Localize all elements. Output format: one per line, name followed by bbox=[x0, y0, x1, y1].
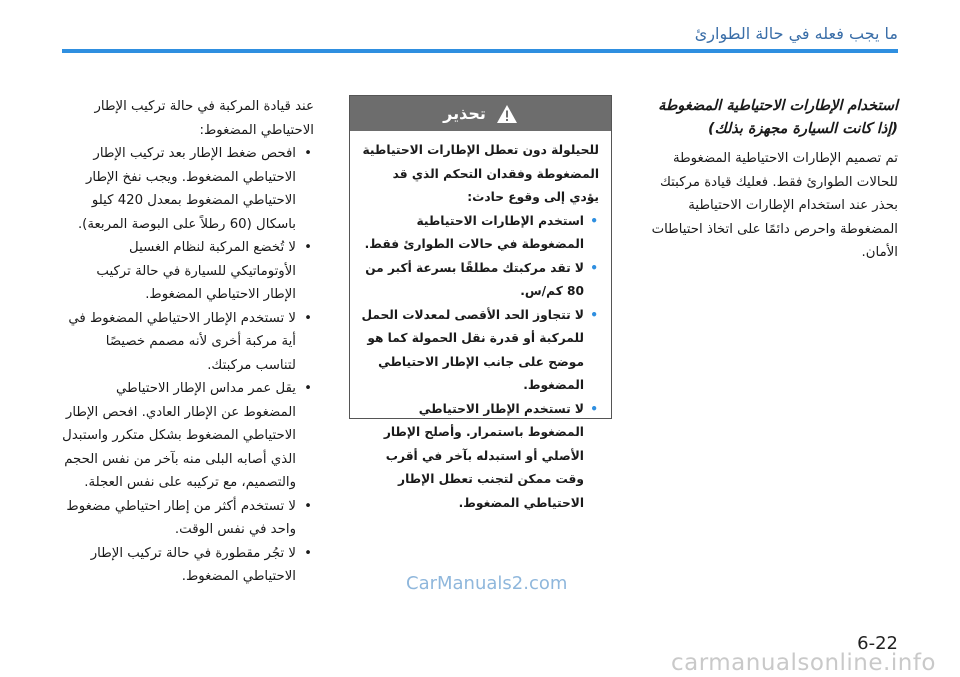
left-bullet: • افحص ضغط الإطار بعد تركيب الإطار الاحتياطي المضغوط. ويجب نفخ الإطار الاحتياطي المضغوط بمعدل 420 كيلو باسكال (60 رطلاً على البوصة المربعة). bbox=[62, 142, 314, 236]
left-bullet: • لا تُخضع المركبة لنظام الغسيل الأوتوماتيكي للسيارة في حالة تركيب الإطار الاحتياطي المضغوط. bbox=[62, 236, 314, 307]
warning-triangle-icon bbox=[496, 104, 518, 124]
warning-bullet: • لا تتجاوز الحد الأقصى لمعدلات الحمل للمركبة أو قدرة نقل الحمولة كما هو موضح على جانب الإطار الاحتياطي المضغوط. bbox=[360, 304, 599, 398]
warning-header bbox=[350, 96, 611, 131]
section-header-title: ما يجب فعله في حالة الطوارئ bbox=[694, 24, 898, 43]
page-number: 6-22 bbox=[857, 633, 898, 654]
watermark-text: CarManuals2.com bbox=[406, 573, 568, 594]
warning-body bbox=[350, 131, 611, 515]
warning-bullet-list bbox=[360, 210, 599, 516]
left-column bbox=[62, 95, 314, 589]
left-bullet: • لا تستخدم الإطار الاحتياطي المضغوط في أية مركبة أخرى لأنه مصمم خصيصًا لتناسب مركبتك. bbox=[62, 307, 314, 378]
section-title: استخدام الإطارات الاحتياطية المضغوطة (إذا كانت السيارة مجهزة بذلك) bbox=[658, 98, 898, 137]
footer-site-watermark: carmanualsonline.info bbox=[670, 650, 936, 676]
warning-intro: للحيلولة دون تعطل الإطارات الاحتياطية المضغوطة وفقدان التحكم الذي قد يؤدي إلى وقوع حادث: bbox=[362, 143, 599, 204]
left-bullet: • لا تجُر مقطورة في حالة تركيب الإطار الاحتياطي المضغوط. bbox=[62, 542, 314, 589]
left-bullet: • لا تستخدم أكثر من إطار احتياطي مضغوط واحد في نفس الوقت. bbox=[62, 495, 314, 542]
warning-bullet: • لا تقد مركبتك مطلقًا بسرعة أكبر من 80 كم/س. bbox=[360, 257, 599, 304]
left-bullet: • يقل عمر مداس الإطار الاحتياطي المضغوط عن الإطار العادي. افحص الإطار الاحتياطي المضغوط بشكل متكرر واستبدل الذي أصابه البلى منه بآخر من نفس الحجم والتصميم، مع تركيبه على نفس العجلة. bbox=[62, 377, 314, 495]
left-intro: عند قيادة المركبة في حالة تركيب الإطار الاحتياطي المضغوط: bbox=[94, 99, 314, 138]
section-body: تم تصميم الإطارات الاحتياطية المضغوطة للحالات الطوارئ فقط. فعليك قيادة مركبتك بحذر عند استخدام الإطارات الاحتياطية المضغوطة واحرص دائمًا على اتخاذ احتياطات الأمان. bbox=[651, 151, 898, 260]
warning-bullet: • استخدم الإطارات الاحتياطية المضغوطة في حالات الطوارئ فقط. bbox=[360, 210, 599, 257]
left-bullet-list bbox=[62, 142, 314, 589]
header-divider bbox=[62, 49, 898, 53]
warning-bullet: • لا تستخدم الإطار الاحتياطي المضغوط باستمرار. وأصلح الإطار الأصلي أو استبدله بآخر في أقرب وقت ممكن لتجنب تعطل الإطار الاحتياطي المضغوط. bbox=[360, 398, 599, 516]
warning-box bbox=[349, 95, 612, 510]
warning-heading: تحذير bbox=[443, 104, 486, 123]
right-column bbox=[646, 95, 898, 265]
